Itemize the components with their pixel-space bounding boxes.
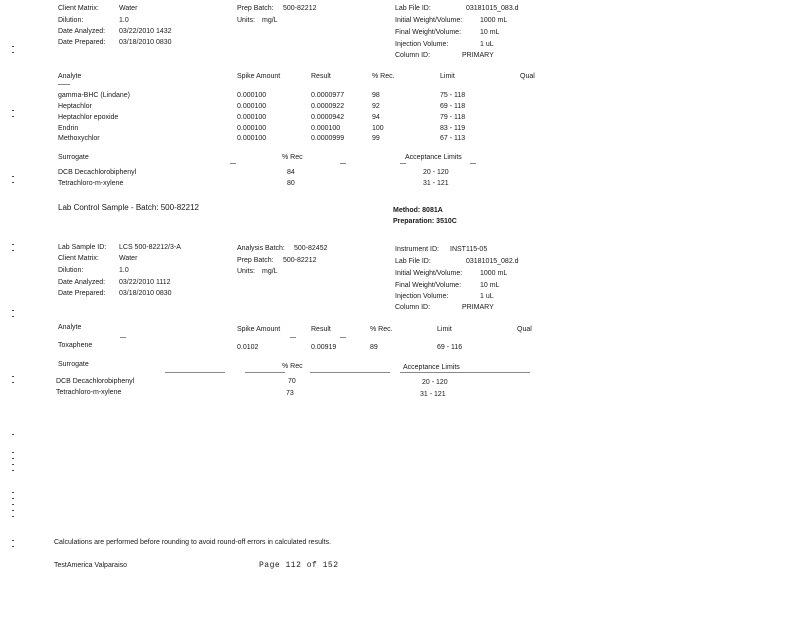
result-value: 0.00919 [311, 344, 337, 351]
result-header: Result [311, 73, 331, 80]
client-matrix-value: Water [119, 255, 138, 262]
units-label: Units: [237, 268, 255, 275]
surrogate-name: DCB Decachlorobiphenyl [56, 378, 135, 385]
section-title: Lab Control Sample - Batch: 500-82212 [58, 203, 199, 212]
date-prepared-label: Date Prepared: [58, 39, 106, 46]
spike-amount: 0.000100 [237, 114, 267, 121]
injection-volume-label: Injection Volume: [395, 293, 449, 300]
dilution-value: 1.0 [119, 267, 129, 274]
acceptance-limits-header: Acceptance Limits [403, 364, 460, 371]
spike-header: Spike Amount [237, 73, 281, 80]
client-matrix-label: Client Matrix: [58, 255, 99, 262]
surrogate-header: Surrogate [58, 361, 89, 368]
column-id-value: PRIMARY [462, 52, 494, 59]
analyte-name: Endrin [58, 125, 79, 132]
rec-value: 100 [372, 125, 384, 132]
rec-value: 89 [370, 344, 378, 351]
injection-volume-value: 1 uL [480, 41, 494, 48]
final-weight-value: 10 mL [480, 29, 500, 36]
final-weight-value: 10 mL [480, 282, 500, 289]
spike-amount: 0.0102 [237, 344, 259, 351]
final-weight-label: Final Weight/Volume: [395, 29, 462, 36]
dilution-value: 1.0 [119, 17, 129, 24]
client-matrix-value: Water [119, 5, 138, 12]
prep-batch-value: 500-82212 [283, 5, 317, 12]
column-id-label: Column ID: [395, 52, 431, 59]
qual-header: Qual [517, 326, 532, 333]
surrogate-limits: 31 - 121 [423, 180, 449, 187]
final-weight-label: Final Weight/Volume: [395, 282, 462, 289]
analyte-name: Methoxychlor [58, 135, 100, 142]
prep-batch-value: 500-82212 [283, 257, 317, 264]
method-label: Method: 8081A [393, 207, 443, 214]
analyte-header: Analyte [58, 324, 82, 331]
surrogate-rec: 73 [286, 390, 294, 397]
result-header: Result [311, 326, 331, 333]
surrogate-limits: 20 - 120 [423, 169, 449, 176]
date-prepared-value: 03/18/2010 0830 [119, 290, 172, 297]
date-analyzed-value: 03/22/2010 1432 [119, 28, 172, 35]
date-prepared-label: Date Prepared: [58, 290, 106, 297]
company-name: TestAmerica Valparaiso [54, 562, 128, 569]
instrument-id-value: INST115-05 [450, 246, 488, 253]
client-matrix-label: Client Matrix: [58, 5, 99, 12]
lab-file-id-value: 03181015_083.d [466, 5, 519, 12]
column-id-label: Column ID: [395, 304, 431, 311]
surrogate-name: Tetrachloro-m-xylene [58, 180, 124, 187]
limit-value: 69 - 118 [440, 103, 466, 110]
units-value: mg/L [262, 268, 278, 275]
column-id-value: PRIMARY [462, 304, 494, 311]
analyte-name: Heptachlor epoxide [58, 114, 119, 121]
limit-value: 79 - 118 [440, 114, 466, 121]
result-value: 0.0000999 [311, 135, 345, 142]
date-analyzed-label: Date Analyzed: [58, 279, 106, 286]
result-value: 0.0000977 [311, 92, 345, 99]
rec-value: 92 [372, 103, 380, 110]
analyte-name: gamma-BHC (Lindane) [58, 92, 130, 99]
lab-sample-id-label: Lab Sample ID: [58, 244, 107, 251]
units-value: mg/L [262, 17, 278, 24]
initial-weight-value: 1000 mL [480, 270, 508, 277]
initial-weight-label: Initial Weight/Volume: [395, 17, 463, 24]
result-value: 0.000100 [311, 125, 341, 132]
limit-header: Limit [437, 326, 452, 333]
units-label: Units: [237, 17, 255, 24]
date-analyzed-value: 03/22/2010 1112 [119, 279, 171, 286]
result-value: 0.0000942 [311, 114, 345, 121]
acceptance-limits-header: Acceptance Limits [405, 154, 462, 161]
analysis-batch-label: Analysis Batch: [237, 245, 285, 252]
surrogate-header: Surrogate [58, 154, 89, 161]
qual-header: Qual [520, 73, 535, 80]
lab-file-id-label: Lab File ID: [395, 258, 431, 265]
limit-value: 67 - 113 [440, 135, 466, 142]
calculation-note: Calculations are performed before rounding to avoid round-off errors in calculated results. [54, 539, 331, 546]
analyte-name: Heptachlor [58, 103, 92, 110]
rec-header: % Rec. [372, 73, 395, 80]
page-number: Page 112 of 152 [259, 561, 339, 570]
result-value: 0.0000922 [311, 103, 345, 110]
limit-value: 83 - 119 [440, 125, 466, 132]
lab-file-id-label: Lab File ID: [395, 5, 431, 12]
injection-volume-label: Injection Volume: [395, 41, 449, 48]
spike-amount: 0.000100 [237, 103, 267, 110]
analysis-batch-value: 500-82452 [294, 245, 328, 252]
dilution-label: Dilution: [58, 17, 84, 24]
lab-file-id-value: 03181015_082.d [466, 258, 519, 265]
surrogate-rec: 70 [288, 378, 296, 385]
initial-weight-value: 1000 mL [480, 17, 508, 24]
spike-amount: 0.000100 [237, 135, 267, 142]
surrogate-rec-header: % Rec [282, 154, 303, 161]
date-analyzed-label: Date Analyzed: [58, 28, 106, 35]
rec-value: 98 [372, 92, 380, 99]
lab-sample-id-value: LCS 500-82212/3-A [119, 244, 181, 251]
surrogate-name: Tetrachloro-m-xylene [56, 389, 122, 396]
surrogate-limits: 31 - 121 [420, 391, 446, 398]
spike-header: Spike Amount [237, 326, 281, 333]
dilution-label: Dilution: [58, 267, 84, 274]
prep-batch-label: Prep Batch: [237, 257, 274, 264]
limit-value: 75 - 118 [440, 92, 466, 99]
preparation-label: Preparation: 3510C [393, 218, 457, 225]
instrument-id-label: Instrument ID: [395, 246, 439, 253]
prep-batch-label: Prep Batch: [237, 5, 274, 12]
surrogate-rec: 84 [287, 169, 295, 176]
spike-amount: 0.000100 [237, 92, 267, 99]
rec-value: 94 [372, 114, 380, 121]
injection-volume-value: 1 uL [480, 293, 494, 300]
surrogate-rec: 80 [287, 180, 295, 187]
rec-value: 99 [372, 135, 380, 142]
surrogate-name: DCB Decachlorobiphenyl [58, 169, 137, 176]
initial-weight-label: Initial Weight/Volume: [395, 270, 463, 277]
surrogate-rec-header: % Rec [282, 363, 303, 370]
analyte-header: Analyte [58, 73, 82, 80]
date-prepared-value: 03/18/2010 0830 [119, 39, 172, 46]
spike-amount: 0.000100 [237, 125, 267, 132]
limit-header: Limit [440, 73, 455, 80]
analyte-name: Toxaphene [58, 342, 93, 349]
surrogate-limits: 20 - 120 [422, 379, 448, 386]
limit-value: 69 - 116 [437, 344, 463, 351]
rec-header: % Rec. [370, 326, 393, 333]
